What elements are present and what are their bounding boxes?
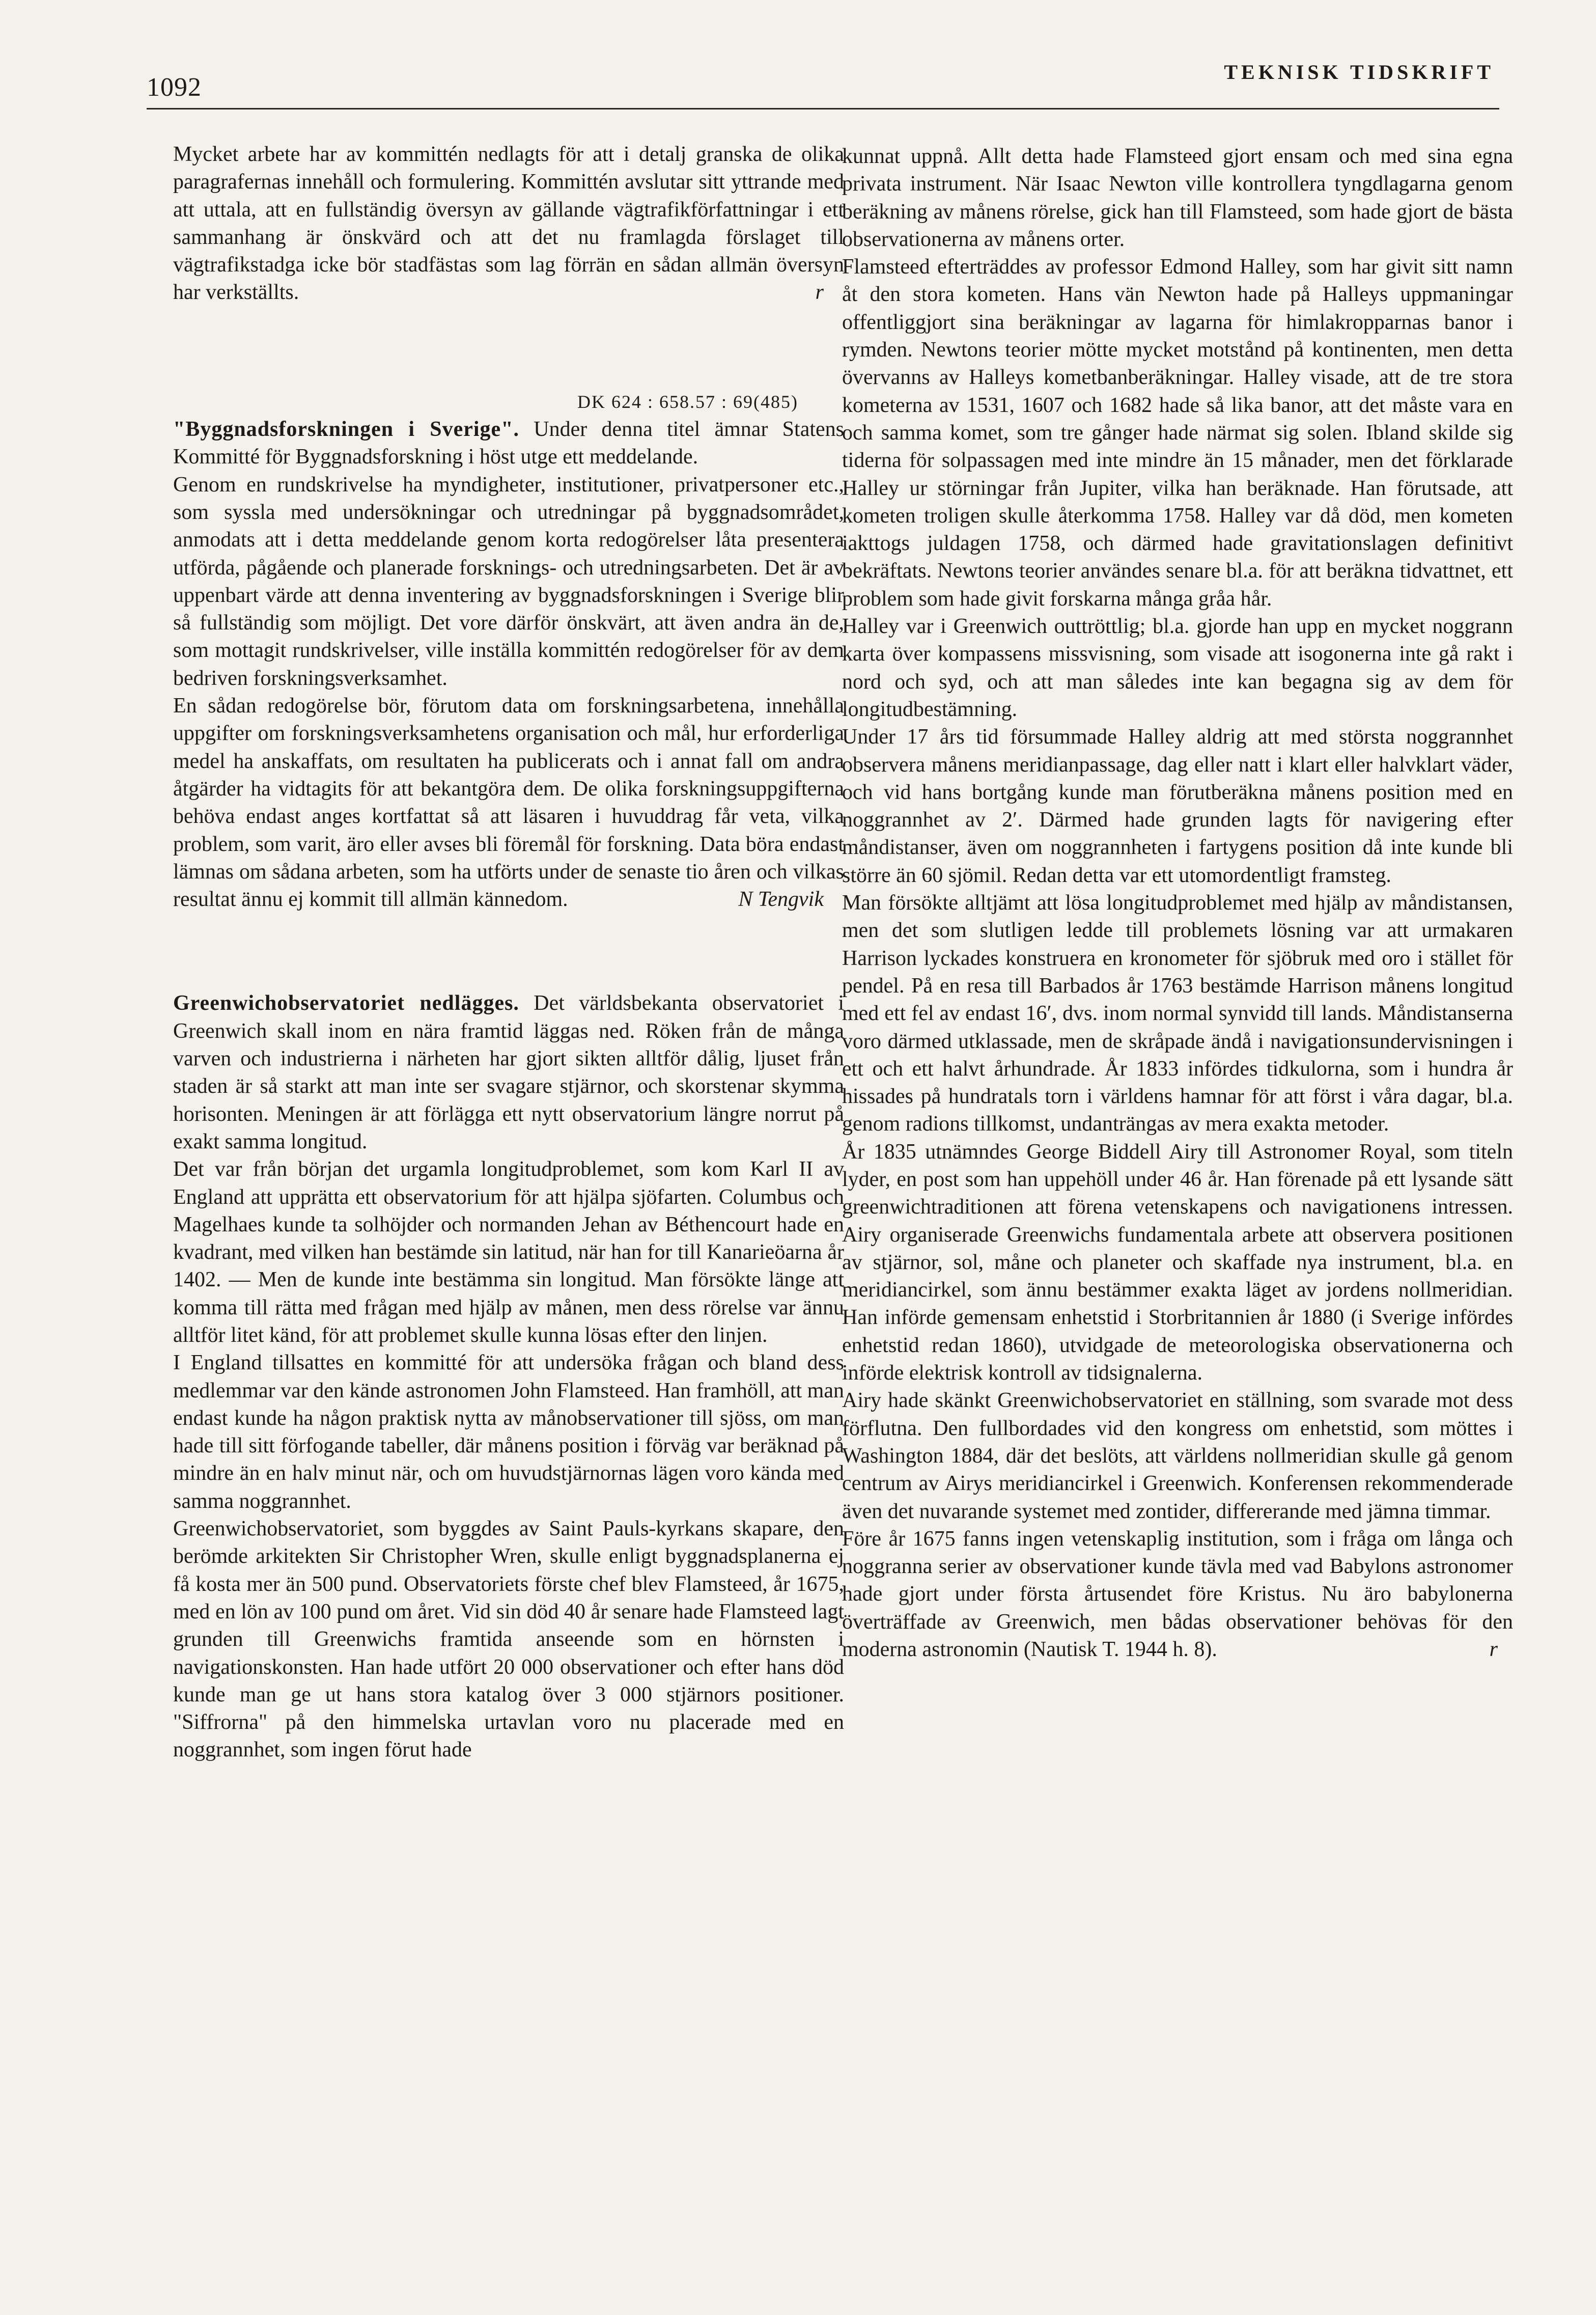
article2-p3: I England tillsattes en kommitté för att undersöka frågan och bland dess medlemmar var den kände astronomen John Flamsteed. Han framhöll, att man endast kunde ha någon praktisk nytta av månobservationer till sjöss, om man hade till sitt förfogande tabeller, där månens position i förväg var beräknad på mindre än en halv minut när, och om huvudstjärnornas lägen voro kända med samma noggrannhet. [173,1351,844,1513]
right-column [842,143,1513,1663]
intro-text: Mycket arbete har av kommittén nedlagts för att i detalj granska de olika paragrafernas innehåll och formulering. Kommittén avslutar sitt yttrande med att uttala, att en fullständig översyn av gällande vägtrafikförfattningar i ett sammanhang är önskvärd och att det nu framlagda förslaget till vägtrafikstadga icke bör stadfästas som lag förrän en sådan allmän översyn har verkställts. [173,143,844,305]
right-signature: r [1489,1638,1498,1662]
page-number: 1092 [147,73,202,102]
intro-signature: r [815,281,824,305]
right-p8 [842,1525,1513,1663]
right-p1: kunnat uppnå. Allt detta hade Flamsteed gjort ensam och med sina egna privata instrument. När Isaac Newton ville kontrollera tyngdlagarna genom beräkning av månens rörelse, gick han till Flamsteed, som hade gjort de bästa observationerna av månens orter. [842,145,1513,251]
right-p8-text: Före år 1675 fanns ingen vetenskaplig institution, som i fråga om långa och noggranna serier av observationer kunde tävla med vad Babylons astronomer hade gjort under första årtusendet före Kristus. Nu äro babylonerna överträffade av Greenwich, men bådas observationer behövas för den moderna astronomin (Nautisk T. 1944 h. 8). [842,1527,1513,1662]
article1-heading: "Byggnadsforskningen i Sverige". [173,418,520,442]
right-p3: Halley var i Greenwich outtröttlig; bl.a. gjorde han upp en mycket noggrann karta över kompassens missvisning, som visade att isogonerna inte gå rakt i nord och syd, och att man således inte kan begagna sig av dem för longitudbestämning. [842,615,1513,721]
right-p2: Flamsteed efterträddes av professor Edmond Halley, som har givit sitt namn åt den stora kometen. Hans vän Newton hade på Halleys uppmaningar offentliggjort sina beräkningar av lagarna för himlakropparnas banor i rymden. Newtons teorier mötte mycket motstånd på kontinenten, men detta övervanns av Halleys kometbanberäkningar. Halley visade, att de tre stora kometerna av 1531, 1607 och 1682 hade så lika banor, att det måste vara en och samma komet, som tre gånger hade närmat sig solen. Ibland skilde sig tiderna för solpassagen med inte mindre än 15 månader, men det förklarade Halley ur störningar från Jupiter, vilka han beräknade. Han förutsade, att kometen troligen skulle återkomma 1758. Halley var då död, men kometen iakttogs juldagen 1758, och därmed hade gravitationslagen definitivt bekräftats. Newtons teorier användes senare bl.a. för att beräkna tidvattnet, ett problem som hade givit forskarna många gråa hår. [842,255,1513,611]
left-column [173,141,844,1764]
intro-paragraph [173,141,844,307]
article2-heading: Greenwichobservatoriet nedlägges. [173,991,519,1015]
header-rule [147,108,1499,109]
article1-signature: N Tengvik [738,888,824,912]
article2-p1-text: Det världsbekanta observatoriet i Greenwich skall inom en nära framtid läggas ned. Röken från de många varven och industrierna i närheten har gjort sikten alltför dålig, ljuset från staden är så starkt att man inte ser svagare stjärnor, och skorstenar skymma horisonten. Meningen är att förlägga ett nytt observatorium längre norrut på exakt samma longitud. [173,991,845,1153]
article1-p1 [173,416,844,471]
right-p6: År 1835 utnämndes George Biddell Airy till Astronomer Royal, som titeln lyder, en post som han uppehöll under 46 år. Han förenade på ett lysande sätt greenwichtraditionen att förena vetenskapens och navigationens intressen. Airy organiserade Greenwichs fundamentala arbete att observera positionen av stjärnor, sol, måne och planeter och skaffade nya instrument, bl.a. en meridiancirkel, som ännu bestämmer exakta läget av jordens nollmeridian. Han införde gemensam enhetstid i Storbritannien år 1880 (i Sverige infördes enhetstid redan 1860), utvidgade de meteorologiska observationerna och införde elektrisk kontroll av tidsignalerna. [842,1140,1513,1385]
article2-p1 [173,989,844,1155]
article1-p1-text: Under denna titel ämnar Statens Kommitté för Byggnadsforskning i höst utge ett meddelande. [173,418,844,469]
article1-p2: Genom en rundskrivelse ha myndigheter, institutioner, privatpersoner etc., som syssla med undersökningar och utredningar på byggnadsområdet, anmodats att i detta meddelande genom korta redogörelser låta presentera utförda, pågående och planerade forsknings- och utredningsarbeten. Det är av uppenbart värde att denna inventering av byggnadsforskningen i Sverige blir så fullständig som möjligt. Det vore därför önskvärt, att även andra än de, som mottagit rundskrivelser, ville inställa kommittén redogörelser för av dem bedriven forskningsverksamhet. [173,473,844,690]
right-p4: Under 17 års tid försummade Halley aldrig att med största noggrannhet observera månens meridianpassage, dag eller natt i klart eller halvklart väder, och vid hans bortgång kunde man förutberäkna månens position med en noggrannhet av 2′. Därmed hade grunden lagts för navigering efter måndistanser, även om noggrannheten i fartygens position då inte kunde bli större än 60 sjömil. Redan detta var ett utomordentligt framsteg. [842,725,1513,887]
journal-title: TEKNISK TIDSKRIFT [1224,61,1494,84]
article1-p3 [173,692,844,913]
article2-p4: Greenwichobservatoriet, som byggdes av Saint Pauls-kyrkans skapare, den berömde arkitekten Sir Christopher Wren, skulle enligt byggnadsplanerna ej få kosta mer än 500 pund. Observatoriets förste chef blev Flamsteed, år 1675, med en lön av 100 pund om året. Vid sin död 40 år senare hade Flamsteed lagt grunden till Greenwichs framtida anseende som en hörnsten i navigationskonsten. Han hade utfört 20 000 observationer och efter hans död kunde man ge ut hans stora katalog över 3 000 stjärnors positioner. "Siffrorna" på den himmelska urtavlan voro nu placerade med en noggrannhet, som ingen förut hade [173,1517,844,1762]
dk-classification: DK 624 : 658.57 : 69(485) [577,391,798,412]
article2-p2: Det var från början det urgamla longitudproblemet, som kom Karl II av England att upprätta ett observatorium för att hjälpa sjöfarten. Columbus och Magelhaes kunde ta solhöjder och normanden Jehan av Béthencourt hade en kvadrant, med vilken han bestämde sin latitud, när han for till Kanarieöarna år 1402. — Men de kunde inte bestämma sin longitud. Man försökte länge att komma till rätta med frågan med hjälp av månen, men dess rörelse var ännu alltför litet känd, för att problemet skulle kunna lösas efter den linjen. [173,1158,844,1347]
right-p5: Man försökte alltjämt att lösa longitudproblemet med hjälp av måndistansen, men det som slutligen ledde till problemets lösning var att urmakaren Harrison lyckades konstruera en kronometer för sjöbruk med oro i stället för pendel. På en resa till Barbados år 1763 bestämde Harrison månens longitud med ett fel av endast 16′, dvs. inom normal synvidd till lands. Måndistanserna voro därmed utklassade, men de skråpade ändå i navigationsundervisningen i ett och ett halvt århundrade. År 1833 infördes tidkulorna, som i hundra år hissades på hundratals torn i världens hamnar för att först i våra dagar, bl.a. genom radions tillkomst, undanträngas av mera exakta metoder. [842,891,1513,1136]
right-p7: Airy hade skänkt Greenwichobservatoriet en ställning, som svarade mot dess förflutna. Den fullbordades vid den kongress om enhetstid, som möttes i Washington 1884, där det beslöts, att världens nollmeridian skulle gå genom centrum av Airys meridiancirkel i Greenwich. Konferensen rekommenderade även det nuvarande systemet med zontider, differerande med jämna timmar. [842,1389,1513,1523]
article1-p3-text: En sådan redogörelse bör, förutom data om forskningsarbetena, innehålla uppgifter om forskningsverksamhetens organisation och mål, hur erforderliga medel ha anskaffats, om resultaten ha publicerats och i annat fall om andra åtgärder ha vidtagits för att bekantgöra dem. De olika forskningsuppgifterna behöva endast anges kortfattat så att läsaren i huvuddrag får veta, vilka problem, som varit, äro eller avses bli föremål för forskning. Data böra endast lämnas om sådana arbeten, som ha utförts under de senaste tio åren och vilkas resultat ännu ej kommit till allmän kännedom. [173,694,844,912]
